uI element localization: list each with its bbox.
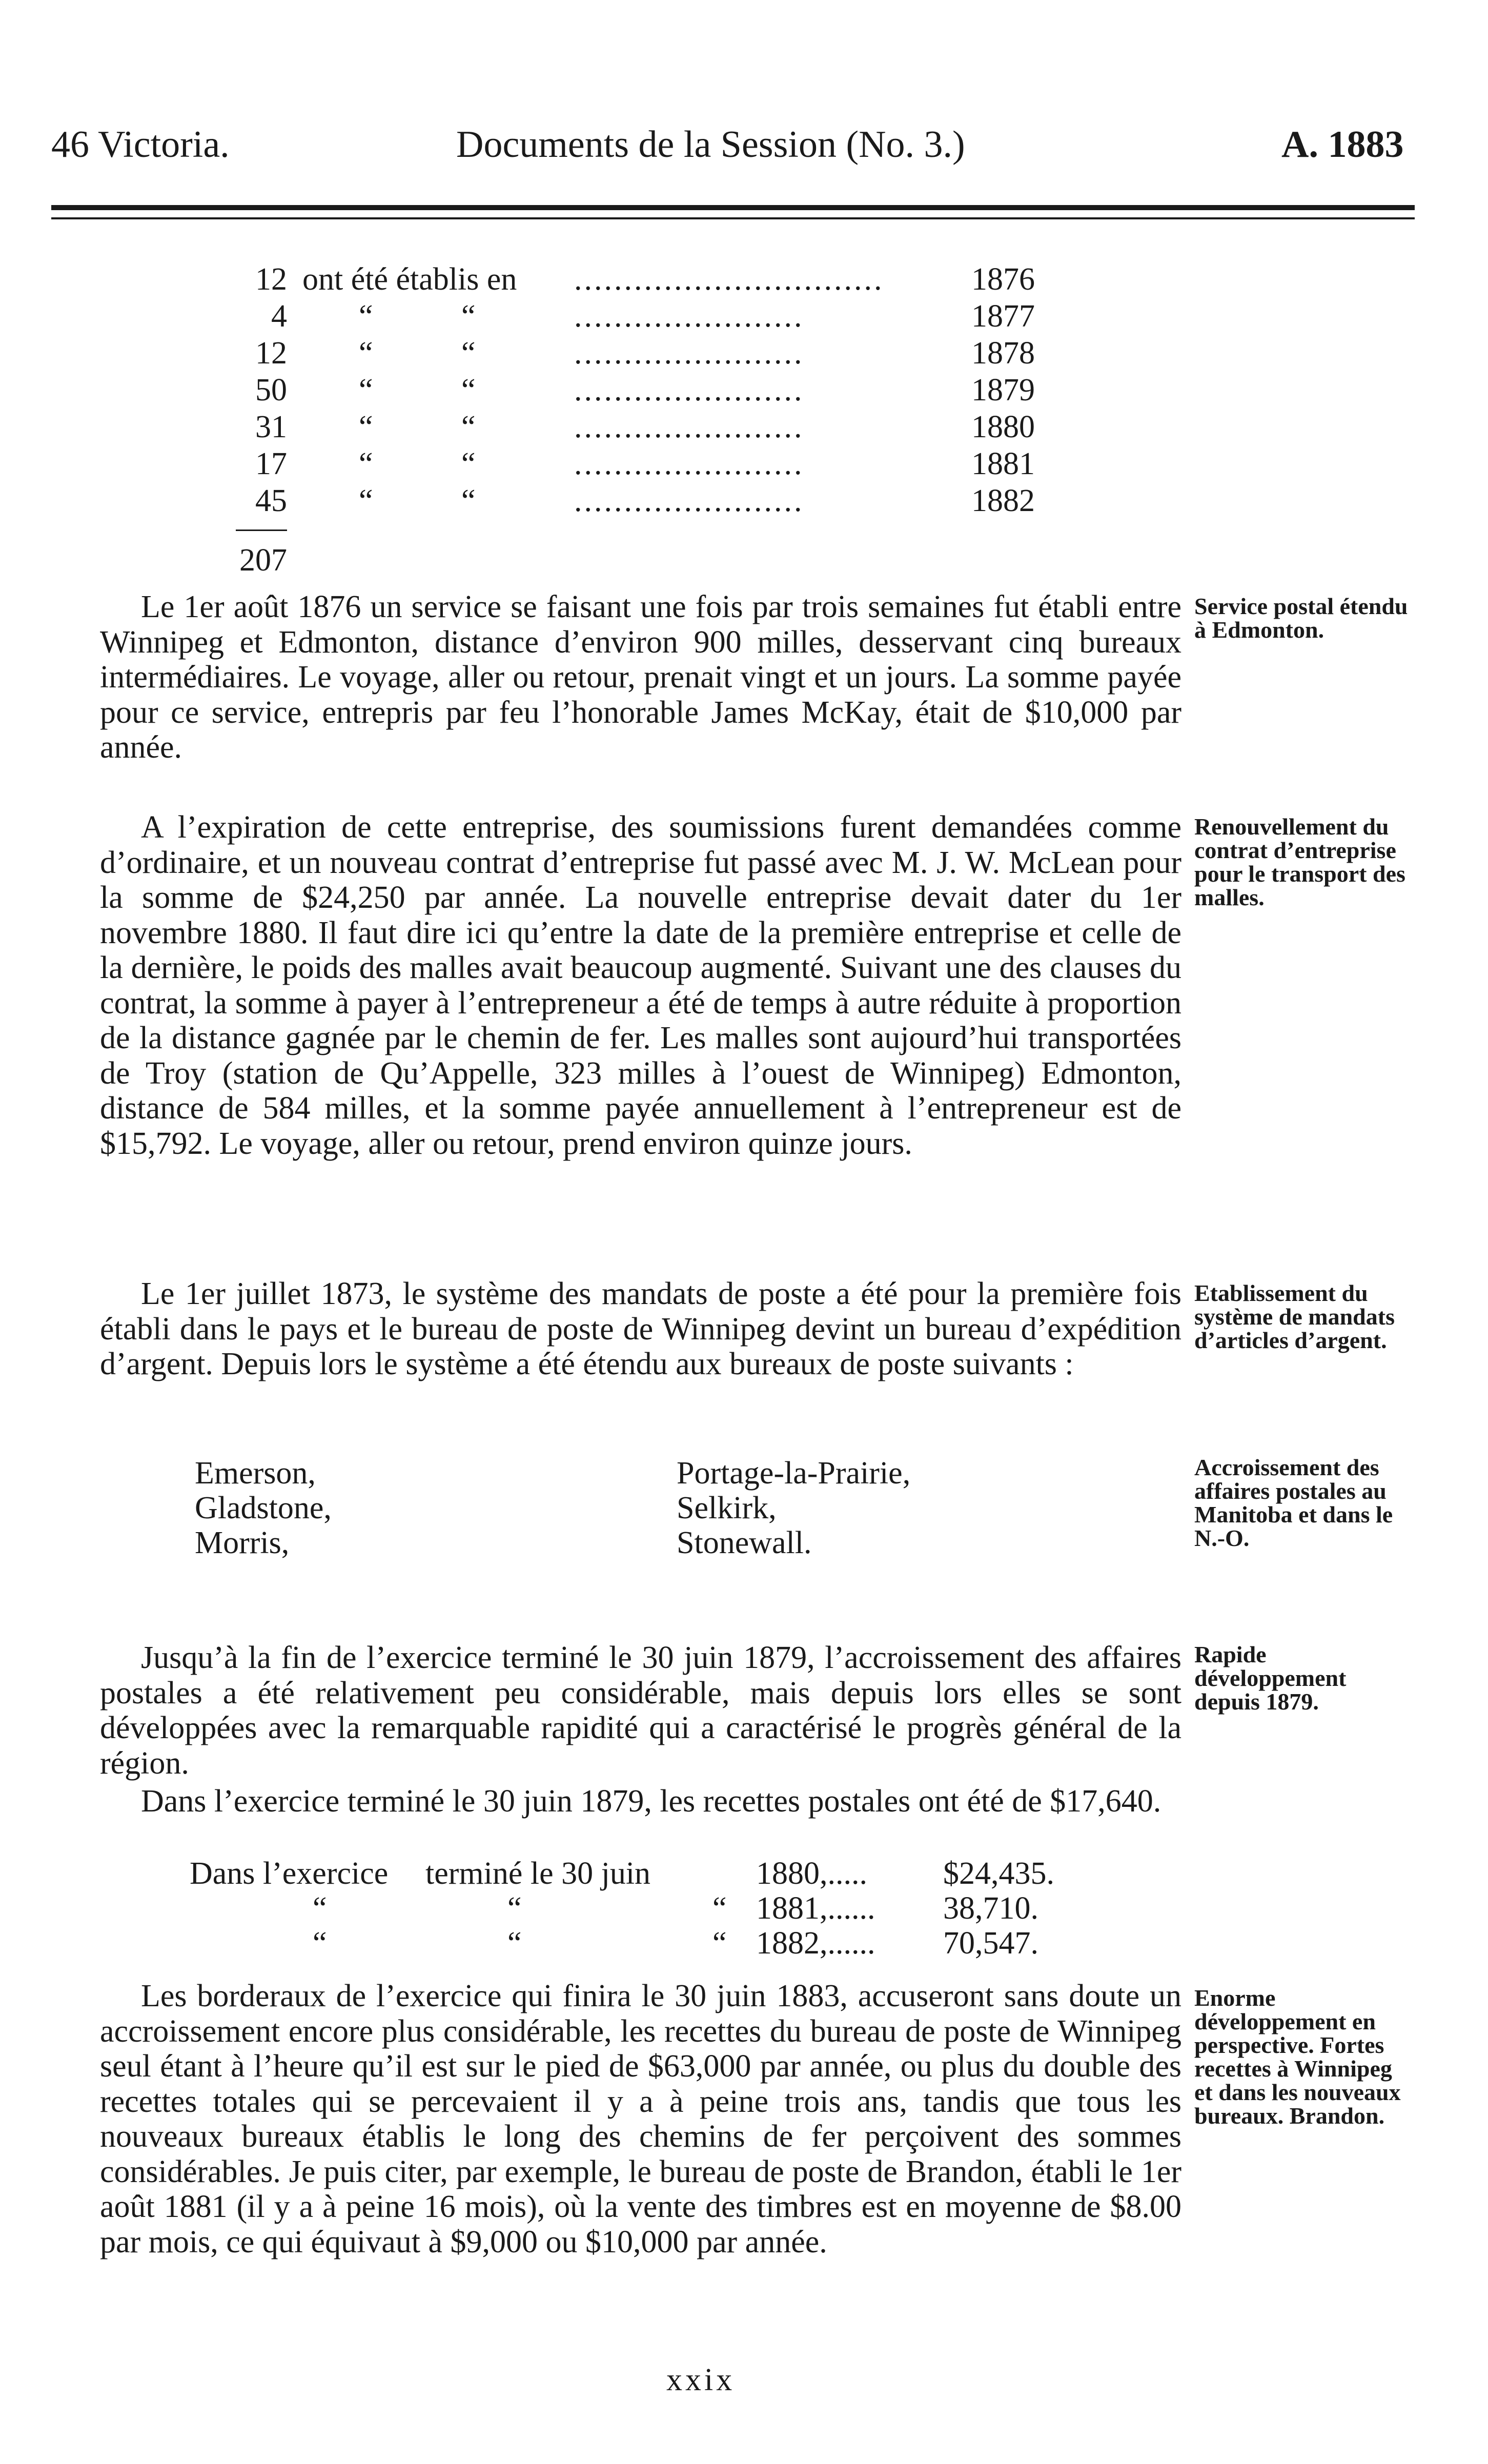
table-row [190,1856,1112,1890]
table-row [236,483,1056,520]
header-title: Documents de la Session (No. 3.) [456,124,965,166]
row-ditto: “ [507,1891,522,1926]
town-name: Emerson, [195,1456,316,1491]
paragraph-growth: Jusqu’à la fin de l’exercice terminé le 30 juin 1879, l’accroissement des affaires postales a été relativement peu considérable, mais depuis lors elles se sont développées avec la remarquable rapidité qui a caractérisé le progrès général de la région. [100,1640,1181,1781]
town-column-right [677,1456,910,1560]
row-ditto: “ [461,410,476,444]
town-name: Selkirk, [677,1491,777,1525]
row-ditto: “ [461,299,476,334]
row-ditto: “ [359,483,373,518]
row-year: 1880 [971,410,1035,444]
row-label: ont été établis en [302,262,517,297]
table-row [236,261,1056,298]
table-row [236,409,1056,446]
row-ditto: “ [461,483,476,518]
header-rule-thin [51,217,1415,219]
row-leader: ....................... [574,336,804,371]
row-year: 1876 [971,262,1035,297]
row-year: 1880,..... [756,1856,867,1891]
town-name: Morris, [195,1525,290,1560]
row-year: 1882 [971,483,1035,518]
row-ditto: “ [712,1926,727,1961]
margin-note-contract: Renouvellement du contrat d’entreprise pour le transport des malles. [1194,813,1405,910]
row-count: 50 [255,373,287,408]
row-count: 31 [255,410,287,444]
row-leader: ....................... [574,299,804,334]
row-year: 1882,...... [756,1926,875,1961]
row-ditto: “ [359,410,373,444]
margin-note-postal-growth: Accroissement des affaires postales au Manitoba et dans le N.-O. [1194,1454,1393,1551]
paragraph-edmonton-service: Le 1er août 1876 un service se faisant une fois par trois semaines fut établi entre Winnipeg et Edmonton, distance d’environ 900 milles, desservant cinq bureaux intermédiaires. Le voyage, aller ou retour, prenait vingt et un jours. La somme payée pour ce service, entrepris par feu l’honorable James McKay, était de $10,000 par année. [100,589,1181,765]
table-row [236,298,1056,335]
row-label: Dans l’exercice [190,1856,389,1891]
row-year: 1878 [971,336,1035,371]
row-count: 45 [255,483,287,518]
row-ditto: “ [359,446,373,481]
paragraph-contract-renewal: A l’expiration de cette entreprise, des soumissions furent demandées comme d’ordinaire, et un nouveau contrat d’entreprise fut passé avec M. J. W. McLean pour la somme de $24,250 par année. La nouvelle entreprise devait dater du 1er novembre 1880. Il faut dire ici qu’entre la date de la première entreprise et celle de la dernière, le poids des malles avait beaucoup augmenté. Suivant une des clauses du contrat, la somme à payer à l’entrepreneur a été de temps à autre réduite à proportion de la distance gagnée par le chemin de fer. Les malles sont aujourd’hui transportées de Troy (station de Qu’Appelle, 323 milles à l’ouest de Winnipeg) Edmonton, distance de 584 milles, et la somme payée annuellement à l’entrepreneur est de $15,792. Le voyage, aller ou retour, prend environ quinze jours. [100,810,1181,1161]
table-row [236,446,1056,483]
row-ditto: “ [359,336,373,371]
row-count: 12 [255,262,287,297]
page-number: xxix [666,2363,736,2397]
paragraph-future-growth: Les borderaux de l’exercice qui finira le 30 juin 1883, accuseront sans doute un accroissement encore plus considérable, les recettes du bureau de poste de Winnipeg seul étant à l’heure qu’il est sur le pied de $63,000 par année, ou plus du double des recettes totales qui se percevaient il y a à peine trois ans, tandis que tous les nouveaux bureaux établis le long des chemins de fer perçoivent des sommes considérables. Je puis citer, par exemple, le bureau de poste de Brandon, établi le 1er août 1881 (il y a à peine 16 mois), où la vente des timbres est en moyenne de $8.00 par mois, ce qui équivaut à $9,000 ou $10,000 par année. [100,1979,1181,2259]
town-name: Stonewall. [677,1525,812,1560]
row-ditto: “ [359,299,373,334]
town-column-left [195,1456,332,1560]
row-ditto: “ [313,1891,327,1926]
row-amount: 38,710. [943,1891,1038,1926]
row-ditto: “ [359,373,373,408]
row-leader: ....................... [574,483,804,518]
row-amount: $24,435. [943,1856,1054,1891]
table-row [236,372,1056,409]
table-row [236,335,1056,372]
row-year: 1881 [971,446,1035,481]
margin-note-edmonton: Service postal étendu à Edmonton. [1194,593,1408,643]
row-count: 12 [255,336,287,371]
header-right: A. 1883 [1281,124,1404,166]
margin-note-future: Enorme développement en perspective. Fortes recettes à Winnipeg et dans les nouveaux bureaux. Brandon. [1194,1985,1401,2129]
row-year: 1877 [971,299,1035,334]
receipts-table [190,1856,1112,1960]
table-total: 207 [239,543,287,578]
row-label: terminé le 30 juin [425,1856,651,1891]
margin-note-rapid-growth: Rapide développement depuis 1879. [1194,1641,1347,1715]
row-leader: ....................... [574,373,804,408]
row-leader: ....................... [574,410,804,444]
town-name: Portage-la-Prairie, [677,1456,911,1491]
row-ditto: “ [712,1891,727,1926]
row-amount: 70,547. [943,1926,1038,1961]
row-leader: ............................... [574,262,884,297]
header-rule-thick [51,205,1415,210]
row-ditto: “ [461,336,476,371]
row-count: 4 [271,299,287,334]
paragraph-receipts-1879: Dans l’exercice terminé le 30 juin 1879, les recettes postales ont été de $17,640. [141,1784,1161,1819]
town-name: Gladstone, [195,1491,332,1525]
row-ditto: “ [461,373,476,408]
sum-rule [236,530,287,531]
row-year: 1879 [971,373,1035,408]
row-leader: ....................... [574,446,804,481]
row-ditto: “ [313,1926,327,1961]
table-row [190,1925,1112,1960]
paragraph-money-orders: Le 1er juillet 1873, le système des mandats de poste a été pour la première fois établi dans le pays et le bureau de poste de Winnipeg devint un bureau d’expédition d’argent. Depuis lors le système a été étendu aux bureaux de poste suivants : [100,1276,1181,1381]
running-header [51,123,1415,179]
table-row [190,1890,1112,1925]
header-left: 46 Victoria. [51,124,230,166]
establishment-table [236,261,1056,520]
row-ditto: “ [461,446,476,481]
row-year: 1881,...... [756,1891,875,1926]
row-count: 17 [255,446,287,481]
row-ditto: “ [507,1926,522,1961]
margin-note-money-orders: Etablissement du système de mandats d’articles d’argent. [1194,1280,1395,1353]
